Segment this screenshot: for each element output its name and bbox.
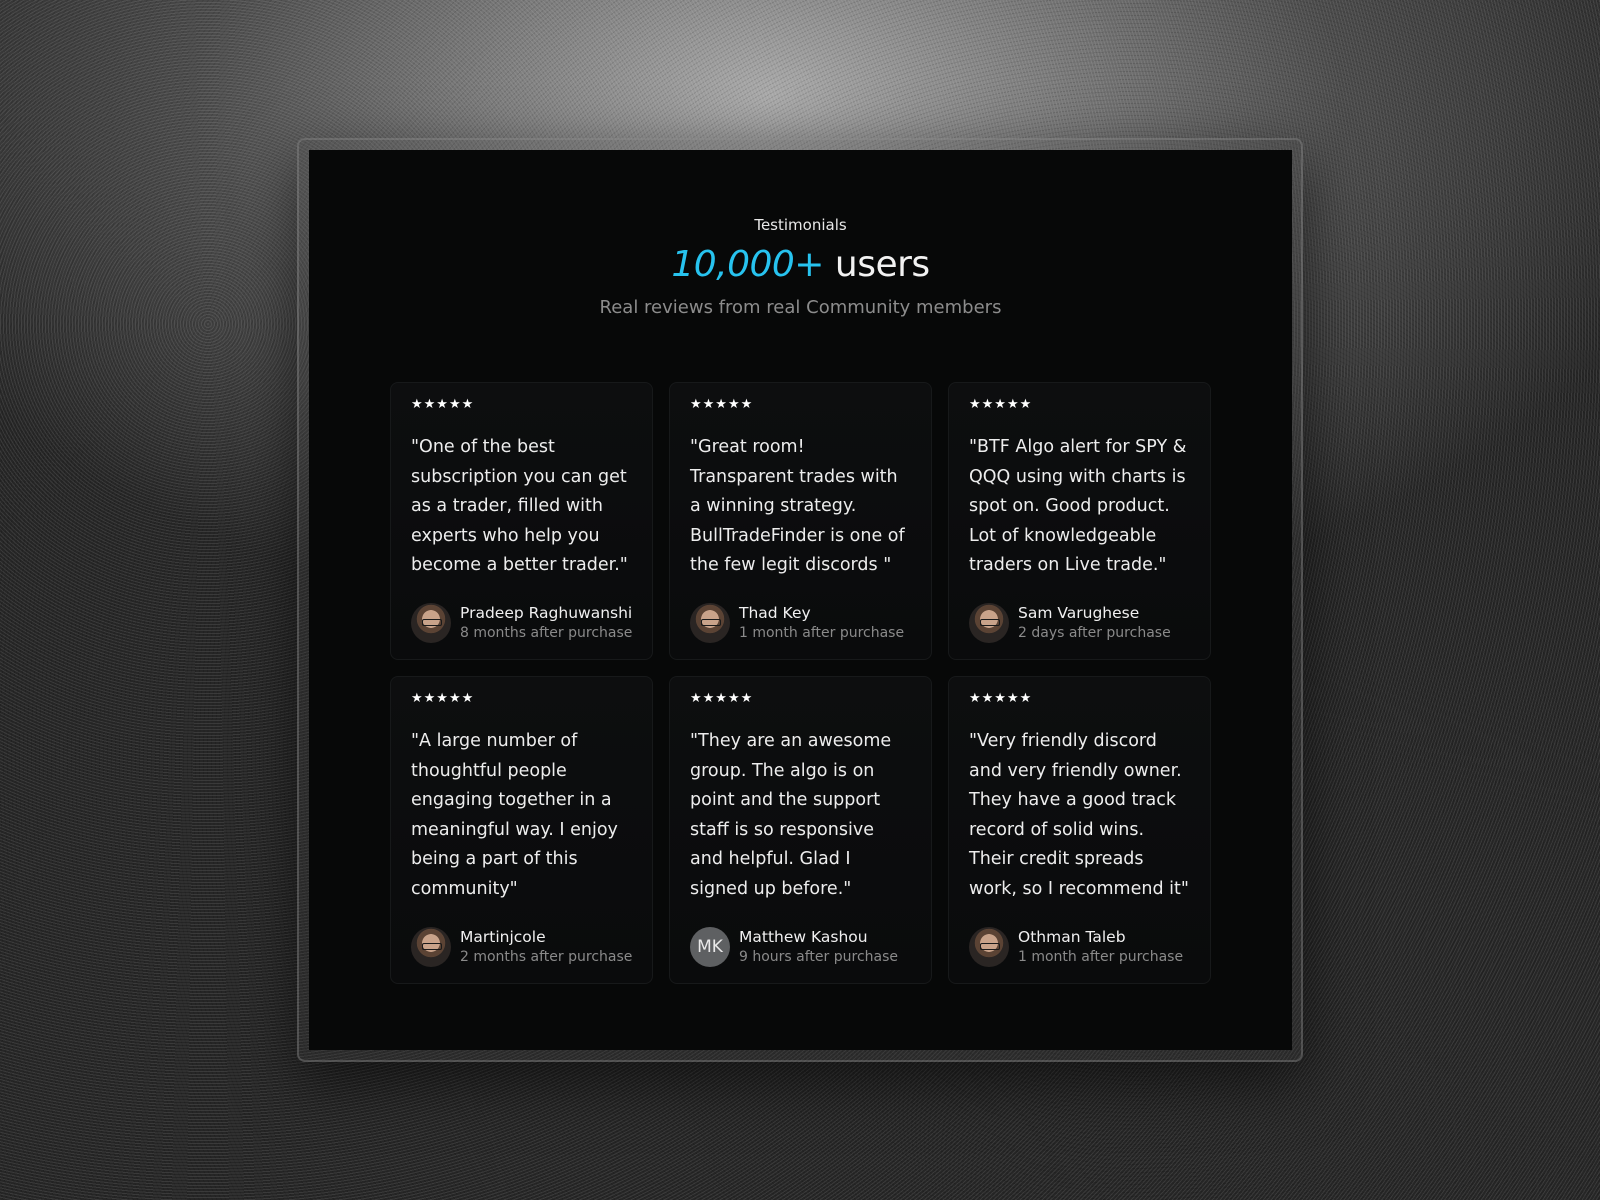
author-name: Matthew Kashou — [739, 928, 868, 946]
testimonial-quote: "They are an awesome group. The algo is on point and the support staff is so responsive and helpful. Glad I signed up before." — [690, 731, 892, 899]
testimonial-quote: "A large number of thoughtful people engaging together in a meaningful way. I enjoy being a part of this community" — [411, 731, 618, 899]
testimonial-card — [948, 382, 1211, 660]
testimonial-quote: "Great room! Transparent trades with a winning strategy. BullTradeFinder is one of the few legit discords " — [690, 437, 905, 575]
testimonial-author — [411, 927, 632, 967]
star-rating-icon: ★★★★★ — [690, 691, 754, 706]
headline-rest: users — [823, 244, 930, 285]
author-name: Pradeep Raghuwanshi — [460, 604, 633, 622]
testimonial-quote: "BTF Algo alert for SPY & QQQ using with charts is spot on. Good product. Lot of knowledgeable traders on Live trade." — [969, 437, 1187, 575]
section-headline — [309, 244, 1292, 285]
section-header — [309, 216, 1292, 318]
purchase-time: 1 month after purchase — [739, 625, 905, 641]
avatar — [969, 927, 1009, 967]
avatar: MK — [690, 927, 730, 967]
star-rating-icon: ★★★★★ — [969, 691, 1033, 706]
testimonial-grid — [390, 382, 1212, 984]
testimonial-quote: "Very friendly discord and very friendly owner. They have a good track record of solid wins. Their credit spreads work, so I recommend it" — [969, 731, 1189, 899]
testimonial-quote: "One of the best subscription you can get as a trader, filled with experts who help you become a better trader." — [411, 437, 628, 575]
testimonial-card — [390, 382, 653, 660]
testimonial-author — [690, 927, 898, 967]
headline-accent: 10,000+ — [671, 244, 824, 285]
testimonials-section — [309, 150, 1292, 1050]
testimonial-author — [411, 603, 632, 643]
section-eyebrow: Testimonials — [754, 216, 847, 234]
avatar — [411, 927, 451, 967]
testimonial-card — [669, 676, 932, 984]
purchase-time: 9 hours after purchase — [739, 949, 899, 965]
star-rating-icon: ★★★★★ — [411, 691, 475, 706]
section-subtitle: Real reviews from real Community members — [599, 297, 1002, 318]
testimonial-card — [669, 382, 932, 660]
purchase-time: 8 months after purchase — [460, 625, 633, 641]
purchase-time: 2 days after purchase — [1018, 625, 1171, 641]
star-rating-icon: ★★★★★ — [969, 397, 1033, 412]
author-name: Thad Key — [739, 604, 811, 622]
author-name: Sam Varughese — [1018, 604, 1140, 622]
testimonial-card — [948, 676, 1211, 984]
testimonial-author — [969, 927, 1183, 967]
author-name: Othman Taleb — [1018, 928, 1126, 946]
author-name: Martinjcole — [460, 928, 546, 946]
purchase-time: 2 months after purchase — [460, 949, 633, 965]
purchase-time: 1 month after purchase — [1018, 949, 1184, 965]
avatar — [411, 603, 451, 643]
testimonial-card — [390, 676, 653, 984]
testimonial-author — [969, 603, 1171, 643]
star-rating-icon: ★★★★★ — [411, 397, 475, 412]
avatar — [969, 603, 1009, 643]
testimonial-author — [690, 603, 904, 643]
avatar — [690, 603, 730, 643]
star-rating-icon: ★★★★★ — [690, 397, 754, 412]
